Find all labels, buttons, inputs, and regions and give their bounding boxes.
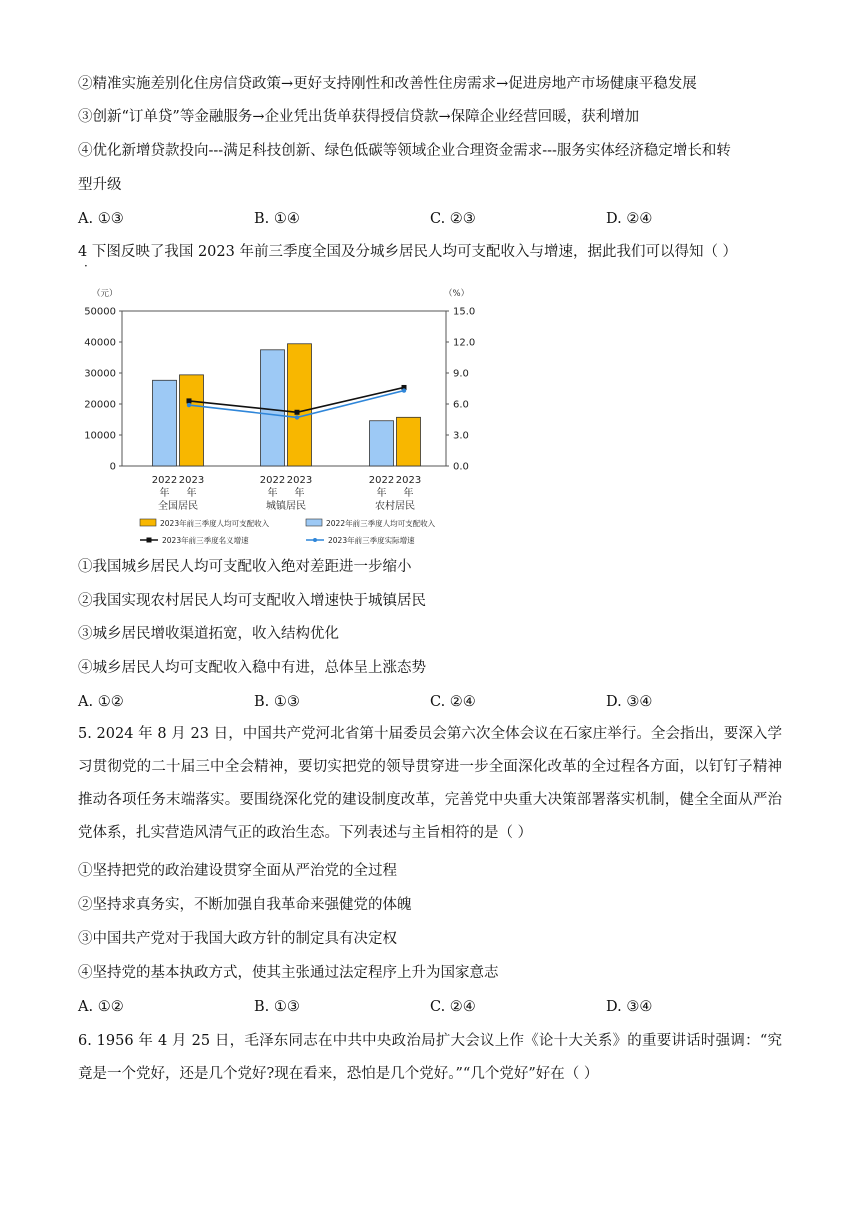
- q4-stem: 4 下图反映了我国 2023 年前三季度全国及分城乡居民人均可支配收入与增速，据此我们可以得知（ ）: [78, 244, 738, 260]
- y-right-tick-label: 9.0: [453, 368, 469, 380]
- q5-item-3: ③中国共产党对于我国大政方针的制定具有决定权: [78, 931, 397, 947]
- x-year-label: 2023: [178, 475, 205, 486]
- y-left-tick-label: 0: [109, 461, 116, 473]
- income-chart: [78, 282, 498, 552]
- x-nian-label: 年: [376, 488, 387, 499]
- x-nian-label: 年: [267, 488, 278, 499]
- bar-2022-1: [153, 380, 177, 466]
- q5-option-a: A. ①②: [78, 999, 124, 1015]
- q4-item-4: ④城乡居民人均可支配收入稳中有进，总体呈上涨态势: [78, 660, 426, 676]
- x-group-label: 全国居民: [158, 501, 198, 512]
- legend-swatch-2022: [306, 519, 322, 526]
- q5-item-4: ④坚持党的基本执政方式，使其主张通过法定程序上升为国家意志: [78, 965, 499, 981]
- q5-stem: 5. 2024 年 8 月 23 日，中国共产党河北省第十届委员会第六次全体会议在石家庄举行。全会指出，要深入学习贯彻党的二十届三中全会精神，要切实把党的领导贯穿进一步全面深化改革的全过程各方面，以钉钉子精神推动各项任务末端落实。要围绕深化党的建设制度改革，完善党中央重大决策部署落实机制，健全全面从严治党体系，扎实营造风清气正的政治生态。下列表述与主旨相符的是（ ）: [78, 726, 782, 841]
- nominal-growth-point: [295, 410, 300, 415]
- q3-option-c: C. ②③: [430, 211, 476, 227]
- bar-2022-3: [370, 421, 394, 466]
- q5-option-d: D. ③④: [606, 999, 653, 1015]
- bar-2022-2: [261, 350, 285, 466]
- x-group-label: 农村居民: [375, 501, 415, 512]
- q6-stem: 6. 1956 年 4 月 25 日，毛泽东同志在中共中央政治局扩大会议上作《论十大关系》的重要讲话时强调：“究竟是一个党好，还是几个党好?现在看来，恐怕是几个党好。”“几个党好”好在（ ）: [78, 1033, 782, 1082]
- y-right-tick-label: 15.0: [453, 306, 476, 318]
- x-year-label: 2022: [368, 475, 395, 486]
- q4-stem-dot: ·: [84, 259, 88, 273]
- q4-item-3: ③城乡居民增收渠道拓宽，收入结构优化: [78, 626, 339, 642]
- x-year-label: 2022: [151, 475, 178, 486]
- nominal-growth-point: [187, 398, 192, 403]
- q3-item-3: ③创新“订单贷”等金融服务→企业凭出货单获得授信贷款→保障企业经营回暖，获利增加: [78, 109, 640, 125]
- q3-item-2: ②精准实施差别化住房信贷政策→更好支持刚性和改善性住房需求→促进房地产市场健康平稳发展: [78, 76, 697, 92]
- q4-option-b: B. ①③: [254, 694, 300, 710]
- q3-option-a: A. ①③: [78, 211, 124, 227]
- q4-option-c: C. ②④: [430, 694, 476, 710]
- x-year-label: 2023: [286, 475, 313, 486]
- q3-option-b: B. ①④: [254, 211, 300, 227]
- q3-item-4-cont: 型升级: [78, 177, 122, 193]
- x-year-label: 2023: [395, 475, 422, 486]
- x-nian-label: 年: [186, 488, 197, 499]
- q4-option-a: A. ①②: [78, 694, 124, 710]
- legend-label-real: 2023年前三季度实际增速: [328, 536, 415, 545]
- q3-item-4: ④优化新增贷款投向---满足科技创新、绿色低碳等领域企业合理资金需求---服务实体经济稳定增长和转: [78, 143, 731, 159]
- q5-item-1: ①坚持把党的政治建设贯穿全面从严治党的全过程: [78, 863, 397, 879]
- q5-item-2: ②坚持求真务实，不断加强自我革命来强健党的体魄: [78, 897, 412, 913]
- y-left-unit: （元）: [92, 289, 118, 299]
- y-right-tick-label: 0.0: [453, 461, 469, 473]
- x-group-label: 城镇居民: [266, 501, 306, 512]
- legend-swatch-2023: [140, 519, 156, 526]
- real-growth-point: [187, 403, 191, 407]
- y-right-tick-label: 12.0: [453, 337, 476, 349]
- q4-option-d: D. ③④: [606, 694, 653, 710]
- legend-label-2022: 2022年前三季度人均可支配收入: [326, 519, 436, 528]
- legend-label-nominal: 2023年前三季度名义增速: [162, 536, 249, 545]
- q5-option-c: C. ②④: [430, 999, 476, 1015]
- x-nian-label: 年: [294, 488, 305, 499]
- legend-marker-real: [313, 538, 317, 542]
- q4-item-2: ②我国实现农村居民人均可支配收入增速快于城镇居民: [78, 593, 426, 609]
- y-left-tick-label: 50000: [84, 306, 116, 318]
- y-right-unit: （%）: [444, 289, 470, 299]
- y-left-tick-label: 30000: [84, 368, 116, 380]
- q3-option-d: D. ②④: [606, 211, 653, 227]
- legend-marker-nominal: [147, 538, 152, 543]
- y-right-tick-label: 6.0: [453, 399, 469, 411]
- bar-2023-2: [288, 344, 312, 466]
- x-nian-label: 年: [159, 488, 170, 499]
- x-nian-label: 年: [403, 488, 414, 499]
- bar-2023-3: [397, 417, 421, 466]
- bar-2023-1: [180, 375, 204, 466]
- y-right-tick-label: 3.0: [453, 430, 469, 442]
- q5-option-b: B. ①③: [254, 999, 300, 1015]
- real-growth-point: [402, 388, 406, 392]
- x-year-label: 2022: [259, 475, 286, 486]
- q4-item-1: ①我国城乡居民人均可支配收入绝对差距进一步缩小: [78, 559, 412, 575]
- y-left-tick-label: 10000: [84, 430, 116, 442]
- y-left-tick-label: 40000: [84, 337, 116, 349]
- real-growth-point: [295, 415, 299, 419]
- y-left-tick-label: 20000: [84, 399, 116, 411]
- legend-label-2023: 2023年前三季度人均可支配收入: [160, 519, 270, 528]
